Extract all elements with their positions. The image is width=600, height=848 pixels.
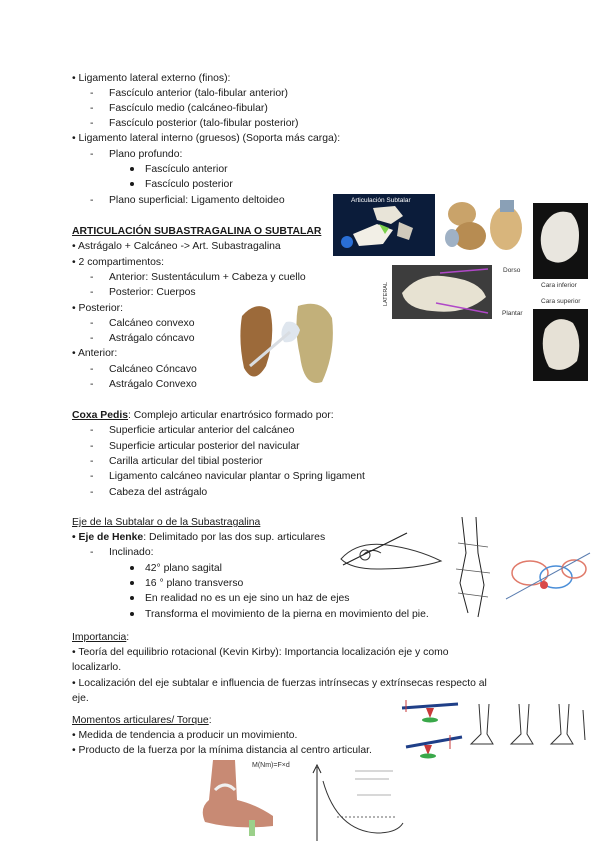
axis-rotation-diagram (500, 543, 593, 613)
sub-line: • Astrágalo + Calcáneo -> Art. Subastragalina (72, 241, 281, 252)
lig-item: Plano profundo: (109, 149, 183, 160)
subtalar-bones-drawing (236, 296, 339, 390)
sub-item: Calcáneo convexo (109, 318, 195, 329)
bone-photo-figure (440, 194, 530, 258)
lig-lateral-interno: • Ligamento lateral interno (gruesos) (Soporta más carga): (72, 133, 341, 144)
cara-superior-drawing (533, 309, 588, 381)
mom-colon: : (208, 715, 212, 726)
coxa-rest: : Complejo articular enartrósico formado por: (128, 410, 334, 421)
eje-item: Transforma el movimiento de la pierna en movimiento del pie. (145, 609, 429, 620)
axis-rotation-drawing (500, 543, 593, 613)
sub-item: Anterior: Sustentáculum + Cabeza y cuello (109, 272, 306, 283)
dash: - (90, 379, 94, 390)
bullet-dot (130, 566, 134, 570)
bullet-dot (130, 182, 134, 186)
eje-title: Eje de la Subtalar o de la Subastragalina (72, 517, 261, 528)
imp-heading (72, 631, 129, 644)
foot-torque-photo (195, 760, 275, 840)
imp-line: localizarlo. (72, 662, 122, 673)
leg-alignment-drawing (467, 700, 597, 750)
lateral-caption: LATERAL (383, 281, 390, 307)
dash: - (90, 425, 94, 436)
cara-inferior-drawing (533, 203, 588, 279)
calcaneo-lateral-drawing (380, 263, 495, 320)
torque-lever-drawing (297, 761, 407, 847)
mom-line: • Medida de tendencia a producir un movimiento. (72, 730, 298, 741)
cara-superior-caption: Cara superior (541, 298, 581, 305)
bullet-dot (130, 596, 134, 600)
dash: - (90, 471, 94, 482)
cara-inferior-caption: Cara inferior (541, 282, 577, 289)
dash: - (90, 118, 94, 129)
bullet-dot (130, 612, 134, 616)
dash: - (90, 441, 94, 452)
foot-axis-sketch (337, 519, 445, 577)
imp-line: • Teoría del equilibrio rotacional (Kevin Kirby): Importancia localización eje y como (72, 647, 449, 658)
coxa-item: Carilla articular del tibial posterior (109, 456, 263, 467)
imp-line: • Localización del eje subtalar e influencia de fuerzas intrínsecas y extrínsecas respecto al (72, 678, 487, 689)
sub-item: Astrágalo Convexo (109, 379, 197, 390)
bone-photo-drawing (440, 194, 530, 258)
dash: - (90, 318, 94, 329)
dash: - (90, 88, 94, 99)
coxa-title: Coxa Pedis (72, 410, 129, 421)
foot-torque-drawing (195, 760, 275, 840)
coxa-item: Superficie articular posterior del navicular (109, 441, 300, 452)
sub-line: • Anterior: (72, 348, 118, 359)
cara-superior-photo (533, 309, 588, 381)
subtalar-bones-figure (236, 296, 339, 390)
equilibrium-beam-figure-2 (402, 733, 466, 759)
torque-lever-diagram (297, 761, 407, 847)
subtalar-3d-figure (333, 194, 435, 256)
henke-rest: : Delimitado por las dos sup. articulares (143, 532, 326, 543)
cara-inferior-photo (533, 203, 588, 279)
plantar-caption: Plantar (502, 310, 523, 317)
dash: - (90, 103, 94, 114)
bullet-dot (130, 167, 134, 171)
dash: - (90, 456, 94, 467)
dash: - (90, 547, 94, 558)
mom-heading (72, 714, 212, 727)
sub-item: Astrágalo cóncavo (109, 333, 195, 344)
imp-line: eje. (72, 693, 89, 704)
leg-axis-sketch (448, 513, 496, 621)
dash: - (90, 333, 94, 344)
dorso-caption: Dorso (503, 267, 521, 274)
eje-item: 16 ° plano transverso (145, 578, 244, 589)
coxa-item: Ligamento calcáneo navicular plantar o Spring ligament (109, 471, 365, 482)
sub-item: Posterior: Cuerpos (109, 287, 196, 298)
lig-subitem: Fascículo anterior (145, 164, 228, 175)
leg-alignment-sketches (467, 700, 597, 750)
coxa-item: Superficie articular anterior del calcáneo (109, 425, 295, 436)
imp-title: Importancia (72, 632, 127, 643)
eje-item: En realidad no es un eje sino un haz de ejes (145, 593, 350, 604)
dash: - (90, 487, 94, 498)
dash: - (90, 195, 94, 206)
sub-line: • 2 compartimentos: (72, 257, 164, 268)
leg-axis-drawing (448, 513, 496, 621)
mom-title: Momentos articulares/ Torque (72, 715, 209, 726)
lig-subitem: Fascículo posterior (145, 179, 233, 190)
sub-line: • Posterior: (72, 303, 123, 314)
dash: - (90, 364, 94, 375)
henke-label: • Eje de Henke (72, 532, 144, 543)
imp-colon: : (126, 632, 130, 643)
equilibrium-beam-drawing-1 (398, 698, 462, 724)
dash: - (90, 149, 94, 160)
dash: - (90, 287, 94, 298)
fig-title-caption: Articulación Subtalar (351, 197, 411, 204)
henke-line (72, 531, 325, 544)
torque-formula-caption: M(Nm)=F×d (252, 762, 290, 769)
eje-inclinado: Inclinado: (109, 547, 154, 558)
foot-axis-drawing (337, 519, 445, 577)
lig-item: Fascículo anterior (talo-fibular anterior) (109, 88, 289, 99)
bullet-dot (130, 581, 134, 585)
lig-lateral-externo: • Ligamento lateral externo (finos): (72, 73, 231, 84)
lig-item: Fascículo posterior (talo-fibular posterior) (109, 118, 299, 129)
lig-item: Plano superficial: Ligamento deltoideo (109, 195, 285, 206)
dash: - (90, 272, 94, 283)
eje-item: 42° plano sagital (145, 563, 222, 574)
coxa-heading (72, 409, 334, 422)
calcaneo-lateral-figure (380, 263, 495, 320)
sub-item: Calcáneo Cóncavo (109, 364, 197, 375)
equilibrium-beam-figure-1 (398, 698, 462, 724)
coxa-item: Cabeza del astrágalo (109, 487, 208, 498)
equilibrium-beam-drawing-2 (402, 733, 466, 759)
mom-line: • Producto de la fuerza por la mínima distancia al centro articular. (72, 745, 372, 756)
lig-item: Fascículo medio (calcáneo-fibular) (109, 103, 268, 114)
section-title-subastragalina: ARTICULACIÓN SUBASTRAGALINA O SUBTALAR (72, 226, 322, 237)
